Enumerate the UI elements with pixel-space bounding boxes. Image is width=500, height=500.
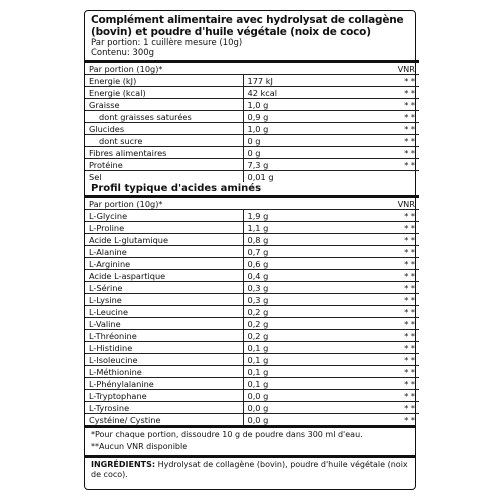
amino-vnr: * * xyxy=(371,354,419,366)
nutrition-row xyxy=(85,135,419,147)
amino-value: 0,7 g xyxy=(243,246,371,258)
amino-col-label: Par portion (10g)* xyxy=(85,197,243,210)
footnote-vnr: **Aucun VNR disponible xyxy=(91,442,188,451)
nutrition-vnr: * * xyxy=(371,159,419,171)
nutrition-name: dont sucre xyxy=(85,135,243,147)
amino-acid-table xyxy=(85,195,419,425)
nutrition-col-label: Par portion (10g)* xyxy=(85,62,243,75)
nutrition-value: 177 kJ xyxy=(243,75,371,87)
amino-value: 0,3 g xyxy=(243,294,371,306)
nutrition-value: 0 g xyxy=(243,147,371,159)
amino-value: 0,4 g xyxy=(243,270,371,282)
label-header xyxy=(85,11,415,60)
nutrition-vnr: * * xyxy=(371,111,419,123)
amino-value: 0,2 g xyxy=(243,318,371,330)
nutrition-table xyxy=(85,60,419,182)
amino-row xyxy=(85,246,419,258)
amino-name: Acide L-glutamique xyxy=(85,234,243,246)
amino-row xyxy=(85,318,419,330)
amino-section-title: Profil typique d'acides aminés xyxy=(91,183,262,194)
amino-vnr: * * xyxy=(371,294,419,306)
amino-name: Acide L-aspartique xyxy=(85,270,243,282)
amino-vnr: * * xyxy=(371,306,419,318)
amino-name: L-Arginine xyxy=(85,258,243,270)
amino-vnr: * * xyxy=(371,246,419,258)
nutrition-vnr xyxy=(371,171,419,183)
amino-value: 1,1 g xyxy=(243,222,371,234)
amino-name: L-Glycine xyxy=(85,210,243,222)
amino-value: 0,1 g xyxy=(243,342,371,354)
amino-vnr: * * xyxy=(371,318,419,330)
nutrition-name: Glucides xyxy=(85,123,243,135)
nutrition-name: Sel xyxy=(85,171,243,183)
amino-value: 0,3 g xyxy=(243,282,371,294)
amino-name: L-Thréonine xyxy=(85,330,243,342)
nutrition-row xyxy=(85,147,419,159)
nutrition-row xyxy=(85,99,419,111)
amino-vnr: * * xyxy=(371,270,419,282)
amino-vnr: * * xyxy=(371,378,419,390)
nutrition-row xyxy=(85,87,419,99)
amino-name: L-Isoleucine xyxy=(85,354,243,366)
amino-vnr: * * xyxy=(371,402,419,414)
amino-name: L-Méthionine xyxy=(85,366,243,378)
amino-header-row xyxy=(85,197,419,210)
amino-value: 0,1 g xyxy=(243,366,371,378)
nutrition-name: Energie (kcal) xyxy=(85,87,243,99)
product-title: Complément alimentaire avec hydrolysat de collagène (bovin) et poudre d'huile végétale (noix de coco) xyxy=(91,14,404,38)
ingredients-text: Hydrolysat de collagène (bovin), poudre d'huile végétale (noix de coco). xyxy=(91,460,408,479)
nutrition-vnr: * * xyxy=(371,75,419,87)
ingredients-label: INGRÉDIENTS: xyxy=(91,460,156,469)
amino-row xyxy=(85,366,419,378)
amino-row xyxy=(85,258,419,270)
nutrition-name: Energie (kJ) xyxy=(85,75,243,87)
nutrition-vnr: * * xyxy=(371,87,419,99)
amino-name: L-Histidine xyxy=(85,342,243,354)
nutrition-label-panel xyxy=(84,10,416,490)
amino-row xyxy=(85,306,419,318)
amino-vnr: * * xyxy=(371,222,419,234)
nutrition-vnr: * * xyxy=(371,147,419,159)
amino-vnr: * * xyxy=(371,366,419,378)
nutrition-vnr: * * xyxy=(371,123,419,135)
amino-value: 0,8 g xyxy=(243,234,371,246)
amino-vnr: * * xyxy=(371,210,419,222)
amino-value: 0,6 g xyxy=(243,258,371,270)
amino-name: L-Proline xyxy=(85,222,243,234)
amino-row xyxy=(85,390,419,402)
amino-name: L-Phénylalanine xyxy=(85,378,243,390)
amino-name: L-Valine xyxy=(85,318,243,330)
amino-value: 1,9 g xyxy=(243,210,371,222)
amino-row xyxy=(85,342,419,354)
nutrition-row xyxy=(85,111,419,123)
amino-value: 0,0 g xyxy=(243,390,371,402)
nutrition-row xyxy=(85,159,419,171)
nutrition-value: 0,01 g xyxy=(247,171,274,182)
amino-name: Cystéine/ Cystine xyxy=(85,414,243,426)
nutrition-name: Graisse xyxy=(85,99,243,111)
nutrition-col-vnr: VNR xyxy=(371,62,419,75)
amino-row xyxy=(85,234,419,246)
amino-row xyxy=(85,282,419,294)
amino-value: 0,0 g xyxy=(247,414,269,425)
nutrition-row xyxy=(85,171,419,183)
nutrition-value: 1,0 g xyxy=(243,99,371,111)
nutrition-row xyxy=(85,123,419,135)
amino-value: 0,2 g xyxy=(243,330,371,342)
amino-col-vnr: VNR xyxy=(371,197,419,210)
amino-vnr: * * xyxy=(371,342,419,354)
nutrition-header-row xyxy=(85,62,419,75)
amino-vnr: * * xyxy=(371,330,419,342)
content-line: Contenu: 300g xyxy=(91,48,155,58)
amino-row xyxy=(85,330,419,342)
nutrition-name: Fibres alimentaires xyxy=(85,147,243,159)
nutrition-vnr: * * xyxy=(371,135,419,147)
nutrition-name: Protéine xyxy=(85,159,243,171)
amino-value: 0,2 g xyxy=(243,306,371,318)
amino-row xyxy=(85,414,419,426)
amino-name: L-Alanine xyxy=(85,246,243,258)
amino-row xyxy=(85,270,419,282)
amino-vnr: * * xyxy=(371,234,419,246)
amino-vnr: * * xyxy=(404,414,415,425)
portion-line: Par portion: 1 cuillère mesure (10g) xyxy=(91,38,243,48)
nutrition-vnr: * * xyxy=(371,99,419,111)
nutrition-value: 0 g xyxy=(243,135,371,147)
amino-value: 0,1 g xyxy=(243,354,371,366)
nutrition-value: 1,0 g xyxy=(243,123,371,135)
nutrition-value: 7,3 g xyxy=(243,159,371,171)
amino-vnr: * * xyxy=(371,390,419,402)
nutrition-name: dont graisses saturées xyxy=(85,111,243,123)
amino-name: L-Sérine xyxy=(85,282,243,294)
nutrition-value: 0,9 g xyxy=(243,111,371,123)
amino-value: 0,1 g xyxy=(243,378,371,390)
amino-name: L-Leucine xyxy=(85,306,243,318)
ingredients xyxy=(85,455,415,482)
amino-row xyxy=(85,210,419,222)
footnote-serving: *Pour chaque portion, dissoudre 10 g de poudre dans 300 ml d'eau. xyxy=(85,425,415,441)
amino-value: 0,0 g xyxy=(243,402,371,414)
amino-name: L-Tryptophane xyxy=(85,390,243,402)
amino-name: L-Tyrosine xyxy=(85,402,243,414)
amino-row xyxy=(85,354,419,366)
amino-row xyxy=(85,294,419,306)
amino-row xyxy=(85,402,419,414)
nutrition-row xyxy=(85,75,419,87)
amino-row xyxy=(85,378,419,390)
nutrition-value: 42 kcal xyxy=(243,87,371,99)
amino-vnr: * * xyxy=(371,282,419,294)
amino-row xyxy=(85,222,419,234)
amino-name: L-Lysine xyxy=(85,294,243,306)
amino-vnr: * * xyxy=(371,258,419,270)
